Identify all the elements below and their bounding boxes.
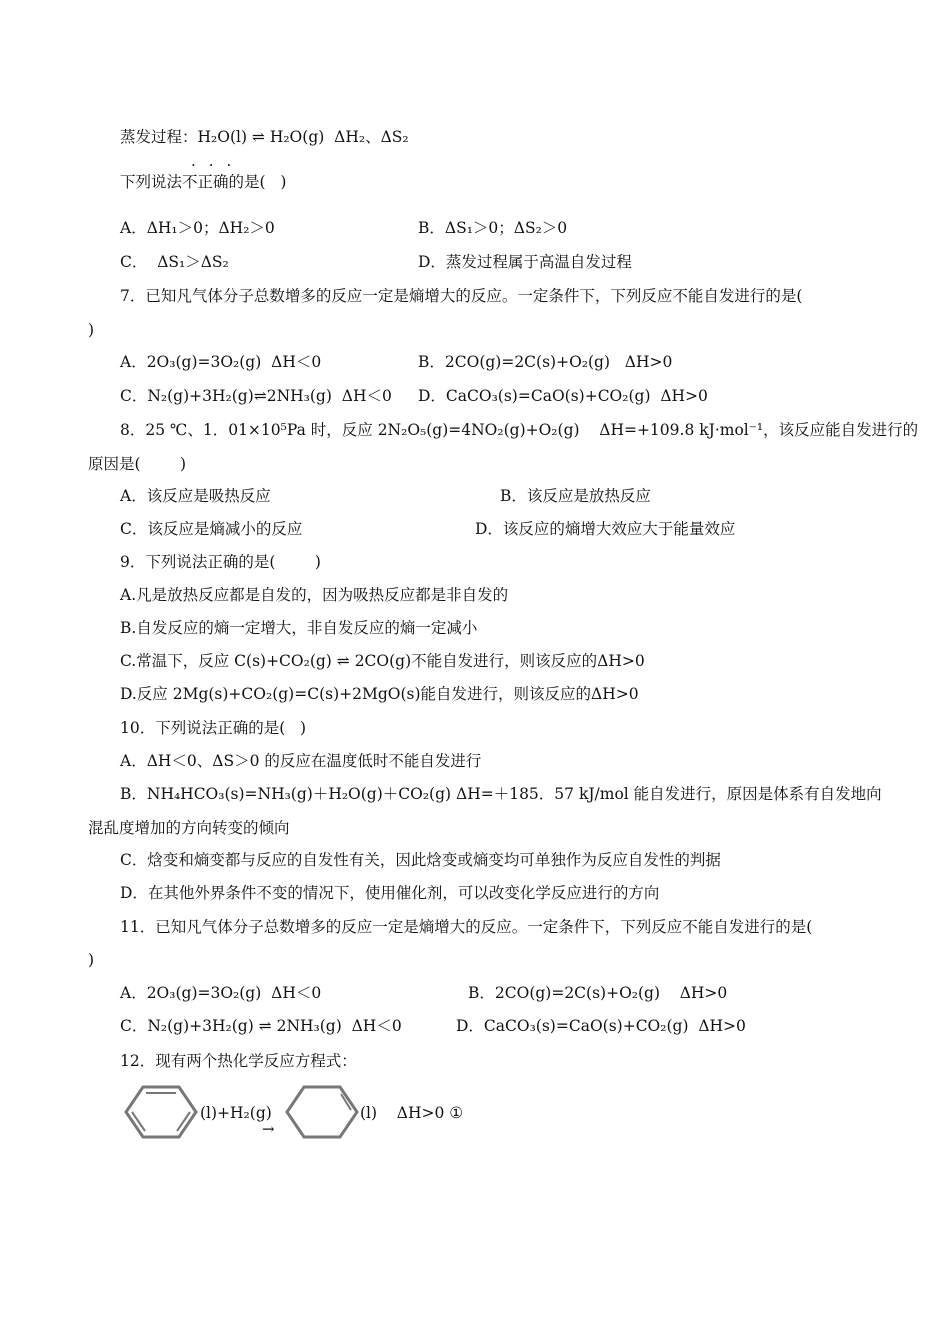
q7-option-d: D．CaCO₃(s)=CaO(s)+CO₂(g) ΔH>0 bbox=[418, 387, 708, 405]
q6-option-b: B．ΔS₁＞0；ΔS₂＞0 bbox=[418, 219, 568, 237]
q6-option-a: A．ΔH₁＞0；ΔH₂＞0 bbox=[120, 219, 275, 237]
q11-stem-line2: ) bbox=[88, 951, 95, 969]
q7-option-c: C．N₂(g)+3H₂(g)⇌2NH₃(g) ΔH＜0 bbox=[120, 387, 392, 405]
q8-stem-line2: 原因是( ) bbox=[88, 455, 187, 473]
q10-option-c: C．焓变和熵变都与反应的自发性有关，因此焓变或熵变均可单独作为反应自发性的判据 bbox=[120, 851, 721, 869]
q6-option-d: D．蒸发过程属于高温自发过程 bbox=[418, 253, 632, 271]
evaporation-process-line: 蒸发过程：H₂O(l) ⇌ H₂O(g) ΔH₂、ΔS₂ bbox=[120, 128, 409, 146]
q12-stem: 12．现有两个热化学反应方程式： bbox=[120, 1052, 357, 1070]
q12-equation-right: (l) ΔH>0 ① bbox=[360, 1104, 464, 1122]
q7-stem-line2: ) bbox=[88, 321, 95, 339]
cyclohexene-structure bbox=[285, 1085, 359, 1139]
q8-option-b: B．该反应是放热反应 bbox=[500, 487, 651, 505]
q8-option-d: D．该反应的熵增大效应大于能量效应 bbox=[475, 520, 736, 538]
q11-option-c: C．N₂(g)+3H₂(g) ⇌ 2NH₃(g) ΔH＜0 bbox=[120, 1017, 402, 1035]
q8-stem-line1: 8．25 ℃、1．01×10⁵Pa 时，反应 2N₂O₅(g)=4NO₂(g)+O₂(g) ΔH=+109.8 kJ·mol⁻¹，该反应能自发进行的 bbox=[120, 421, 919, 439]
q7-option-a: A．2O₃(g)=3O₂(g) ΔH＜0 bbox=[120, 353, 322, 371]
q11-stem-line1: 11．已知凡气体分子总数增多的反应一定是熵增大的反应。一定条件下，下列反应不能自发进行的是( bbox=[120, 918, 813, 936]
q6-stem: 下列说法不正确的是( ) bbox=[120, 173, 287, 191]
emphasis-dots: ··· bbox=[191, 156, 245, 174]
q12-reaction-arrow: → bbox=[262, 1120, 275, 1138]
q10-option-d: D．在其他外界条件不变的情况下，使用催化剂，可以改变化学反应进行的方向 bbox=[120, 884, 660, 902]
q11-option-b: B．2CO(g)=2C(s)+O₂(g) ΔH>0 bbox=[468, 984, 728, 1002]
benzene-structure bbox=[124, 1085, 198, 1139]
q6-option-c: C． ΔS₁＞ΔS₂ bbox=[120, 253, 229, 271]
q10-option-b-line2: 混乱度增加的方向转变的倾向 bbox=[88, 819, 290, 837]
q11-option-d: D．CaCO₃(s)=CaO(s)+CO₂(g) ΔH>0 bbox=[456, 1017, 746, 1035]
q9-option-c: C.常温下，反应 C(s)+CO₂(g) ⇌ 2CO(g)不能自发进行，则该反应的ΔH>0 bbox=[120, 652, 645, 670]
q12-equation-left: (l)+H₂(g) bbox=[200, 1104, 272, 1122]
q10-stem: 10．下列说法正确的是( ) bbox=[120, 719, 307, 737]
q10-option-b-line1: B．NH₄HCO₃(s)=NH₃(g)＋H₂O(g)＋CO₂(g) ΔH=＋185．57 kJ/mol 能自发进行，原因是体系有自发地向 bbox=[120, 785, 882, 803]
q11-option-a: A．2O₃(g)=3O₂(g) ΔH＜0 bbox=[120, 984, 322, 1002]
q8-option-c: C．该反应是熵减小的反应 bbox=[120, 520, 303, 538]
q10-option-a: A．ΔH＜0、ΔS＞0 的反应在温度低时不能自发进行 bbox=[120, 752, 482, 770]
q9-option-b: B.自发反应的熵一定增大，非自发反应的熵一定减小 bbox=[120, 619, 478, 637]
q7-stem-line1: 7．已知凡气体分子总数增多的反应一定是熵增大的反应。一定条件下，下列反应不能自发进行的是( bbox=[120, 287, 803, 305]
q9-option-d: D.反应 2Mg(s)+CO₂(g)=C(s)+2MgO(s)能自发进行，则该反应的ΔH>0 bbox=[120, 685, 639, 703]
q7-option-b: B．2CO(g)=2C(s)+O₂(g) ΔH>0 bbox=[418, 353, 673, 371]
q8-option-a: A．该反应是吸热反应 bbox=[120, 487, 271, 505]
q9-option-a: A.凡是放热反应都是自发的，因为吸热反应都是非自发的 bbox=[120, 586, 509, 604]
q9-stem: 9．下列说法正确的是( ) bbox=[120, 553, 321, 571]
